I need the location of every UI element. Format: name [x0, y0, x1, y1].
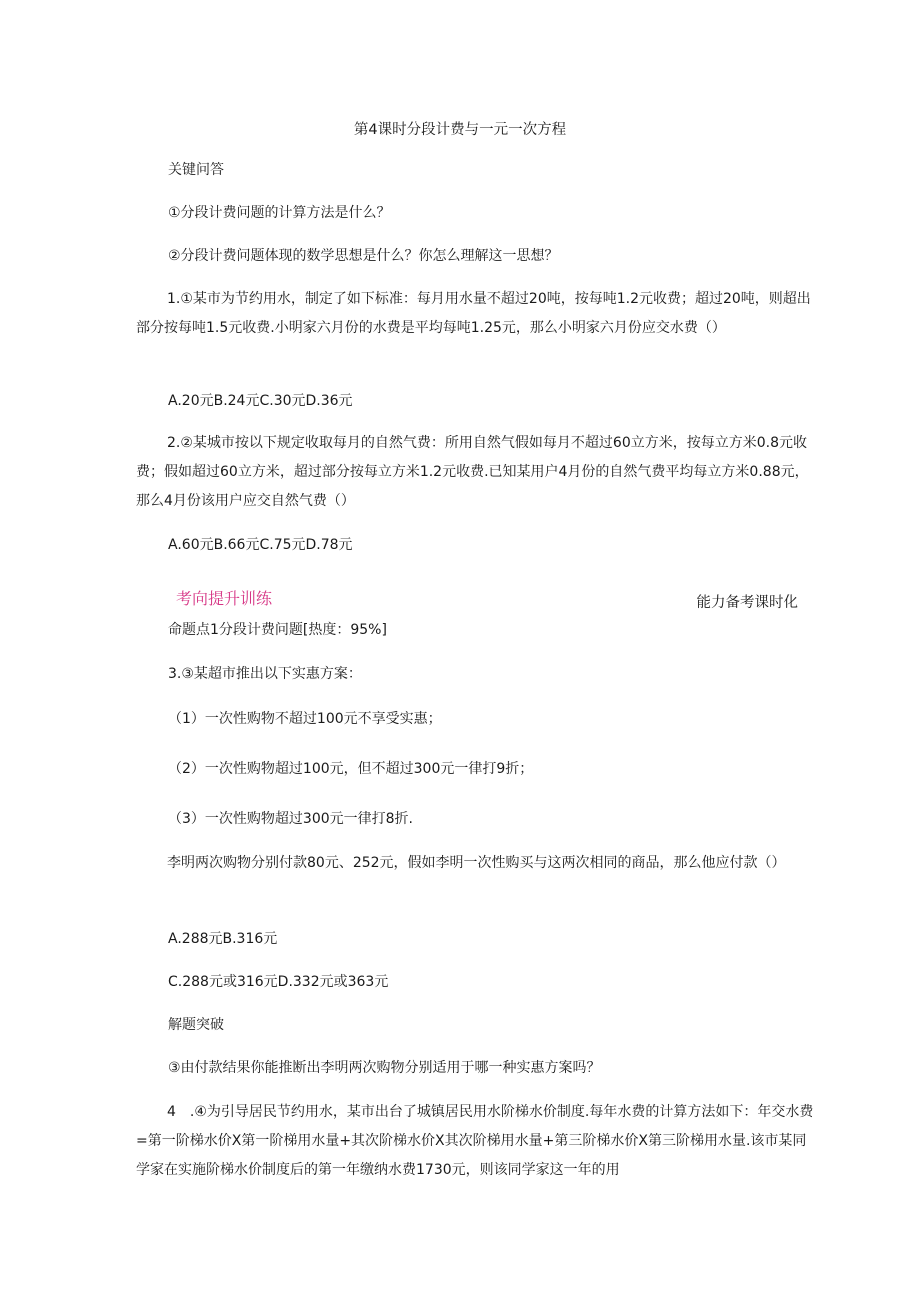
problem-4-text: 4 .④为引导居民节约用水，某市出台了城镇居民用水阶梯水价制度.每年水费的计算方法如下：年交水费=第一阶梯水价X第一阶梯用水量+其次阶梯水价X其次阶梯用水量+第三阶梯水价X第三阶梯用水量.该市某同学家在实施阶梯水价制度后的第一年缴纳水费1730元，则该同学家这一年的用 — [136, 1104, 814, 1178]
section-heading-breakthrough: 解题突破 — [168, 1017, 224, 1033]
problem-3-rule-1: （1）一次性购物不超过100元不享受实惠； — [168, 711, 442, 727]
page-title: 第4课时分段计费与一元一次方程 — [353, 122, 567, 138]
problem-1-text: 1.①某市为节约用水，制定了如下标准：每月用水量不超过20吨，按每吨1.2元收费；超过20吨，则超出部分按每吨1.5元收费.小明家六月份的水费是平均每吨1.25元，那么小明家六月份应交水费（） — [136, 291, 811, 336]
section-heading-training: 考向提升训练 — [176, 589, 273, 608]
key-question-1: ①分段计费问题的计算方法是什么？ — [168, 205, 391, 221]
problem-3-options-cd: C.288元或316元D.332元或363元 — [168, 974, 389, 990]
section-heading-key-questions: 关键问答 — [168, 162, 224, 178]
problem-3-rule-2: （2）一次性购物超过100元，但不超过300元一律打9折； — [168, 761, 534, 777]
breakthrough-question: ③由付款结果你能推断出李明两次购物分别适用于哪一种实惠方案吗？ — [168, 1060, 601, 1076]
problem-3-text: 3.③某超市推出以下实惠方案： — [168, 666, 362, 682]
problem-3-question: 李明两次购物分别付款80元、252元，假如李明一次性购买与这两次相同的商品，那么他应付款（） — [167, 855, 786, 871]
problem-3-rule-3: （3）一次性购物超过300元一律打8折. — [168, 811, 413, 827]
problem-1-options: A.20元B.24元C.30元D.36元 — [168, 393, 353, 409]
problem-2-text: 2.②某城市按以下规定收取每月的自然气费：所用自然气假如每月不超过60立方米，按每立方米0.8元收费；假如超过60立方米，超过部分按每立方米1.2元收费.已知某用户4月份的自然气费平均每立方米0.88元，那么4月份该用户应交自然气费（） — [136, 435, 809, 509]
problem-3-options-ab: A.288元B.316元 — [168, 931, 278, 947]
problem-2-options: A.60元B.66元C.75元D.78元 — [168, 537, 353, 553]
section-tag-ability: 能力备考课时化 — [696, 595, 798, 611]
topic-point-1: 命题点1分段计费问题[热度：95%] — [168, 622, 387, 638]
key-question-2: ②分段计费问题体现的数学思想是什么？你怎么理解这一思想？ — [168, 248, 559, 264]
